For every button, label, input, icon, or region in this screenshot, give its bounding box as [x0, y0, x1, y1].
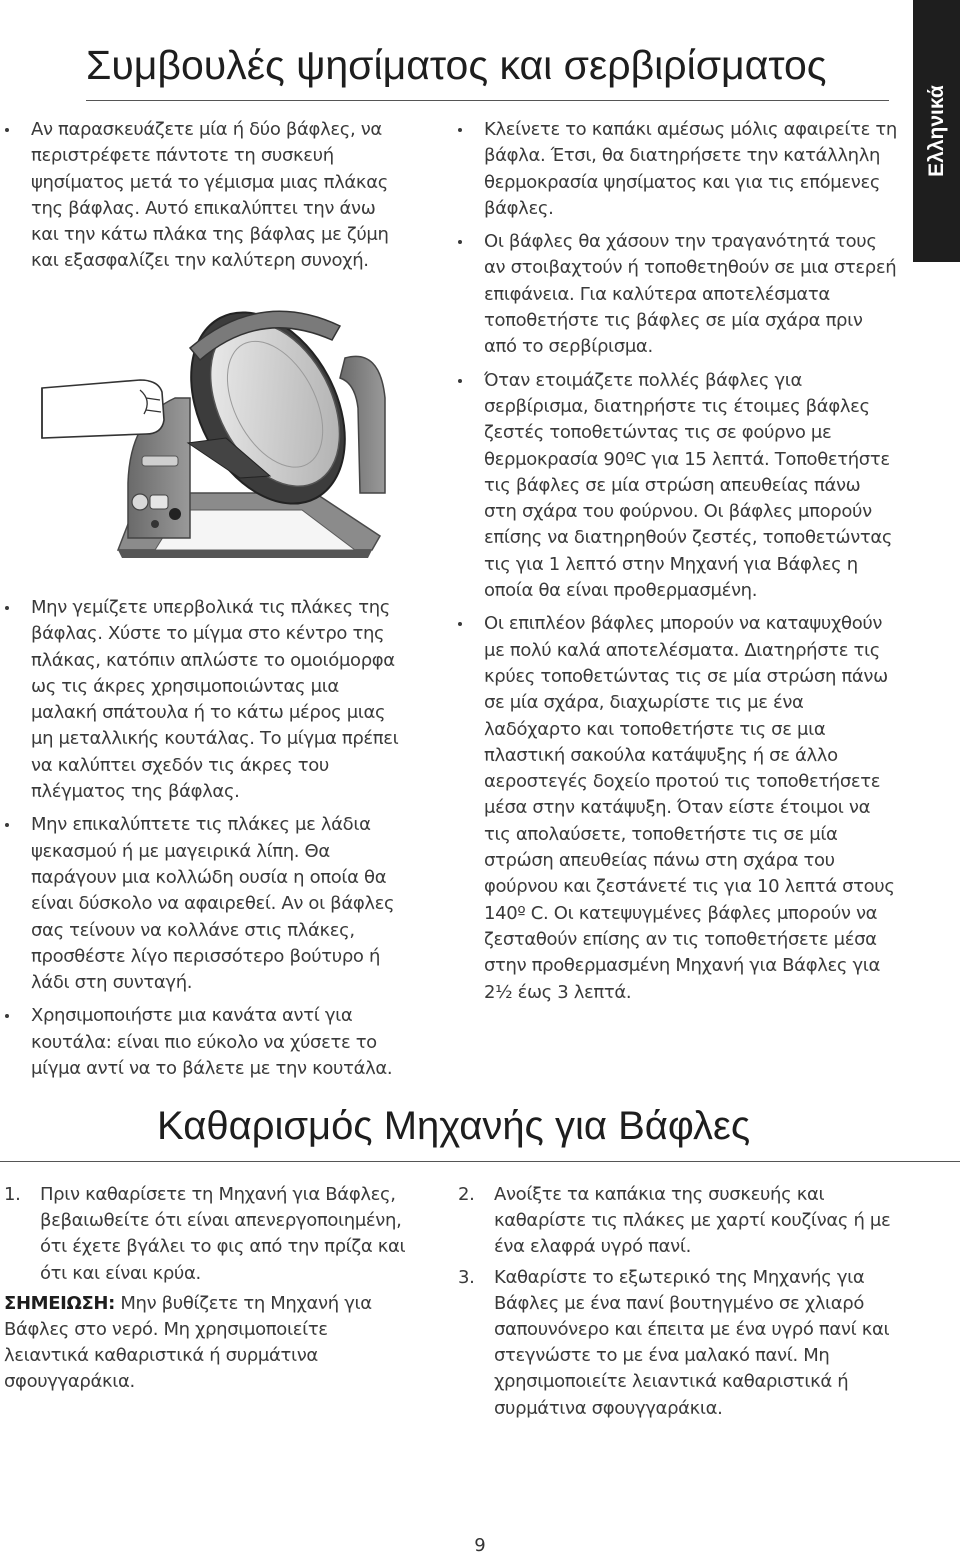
step-number: 3. [458, 1266, 475, 1288]
title-divider [86, 100, 889, 101]
section-title-tips: Συμβουλές ψησίματος και σερβιρίσματος [86, 42, 827, 88]
step-text: Καθαρίστε το εξωτερικό της Μηχανής για Βάφλες με ένα πανί βουτηγμένο σε χλιαρό σαπουνόνερο και έπειτα με ένα υγρό πανί και στεγνώστε το με ένα μαλακό πανί. Μη χρησιμοποιείτε λειαντικά καθαριστικά ή συρμάτινα σφουγγαράκια. [494, 1266, 890, 1419]
tip-item: Όταν ετοιμάζετε πολλές βάφλες για σερβίρισμα, διατηρήστε τις έτοιμες βάφλες ζεστές τοποθετώντας τις σε φούρνο με θερμοκρασία 90ºC για 15 λεπτά. Τοποθετήστε τις βάφλες σε μία στρώση απευθείας πάνω στη σχάρα του φούρνου. Οι βάφλες μπορούν επίσης να διατηρηθούν ζεστές, τοποθετώντας τις για 1 λεπτό στην Μηχανή για Βάφλες η οποία θα είναι προθερμασμένη. [458, 368, 898, 605]
section-title-cleaning: Καθαρισμός Μηχανής για Βάφλες [157, 1104, 751, 1148]
step-text: Πριν καθαρίσετε τη Μηχανή για Βάφλες, βεβαιωθείτε ότι είναι απενεργοποιημένη, ότι έχετε βγάλει το φις από την πρίζα και ότι και είναι κρύα. [40, 1184, 406, 1284]
cleaning-steps-right [458, 1182, 898, 1426]
tips-list-right [458, 117, 898, 1013]
cleaning-note [4, 1291, 416, 1396]
waffle-maker-illustration [40, 288, 400, 578]
page-number: 9 [474, 1535, 486, 1556]
step-number: 1. [4, 1184, 21, 1205]
language-tab-label: Ελληνικά [924, 85, 948, 177]
tip-item: Κλείνετε το καπάκι αμέσως μόλις αφαιρείτε τη βάφλα. Έτσι, θα διατηρήσετε την κατάλληλη θερμοκρασία ψησίματος και για τις επόμενες βάφλες. [458, 117, 898, 222]
tip-item: Αν παρασκευάζετε μία ή δύο βάφλες, να περιστρέφετε πάντοτε τη συσκευή ψησίματος μετά το γέμισμα μιας πλάκας της βάφλας. Αυτό επικαλύπτει την άνω και την κάτω πλάκα της βάφλας με ζύμη και εξασφαλίζει την καλύτερη συνοχή. [5, 117, 405, 275]
cleaning-divider [0, 1161, 960, 1162]
tip-item: Χρησιμοποιήστε μια κανάτα αντί για κουτάλα: είναι πιο εύκολο να χύσετε το μίγμα αντί να το βάλετε με την κουτάλα. [5, 1003, 410, 1082]
tip-item: Οι βάφλες θα χάσουν την τραγανότητά τους αν στοιβαχτούν ή τοποθετηθούν σε μια στερεή επιφάνεια. Για καλύτερα αποτελέσματα τοποθετήστε τις βάφλες σε μία σχάρα πριν από το σερβίρισμα. [458, 229, 898, 360]
language-tab [913, 0, 960, 262]
tips-list-left-top [5, 117, 405, 282]
note-label: ΣΗΜΕΙΩΣΗ: [4, 1292, 115, 1314]
step-text: Ανοίξτε τα καπάκια της συσκευής και καθαρίστε τις πλάκες με χαρτί κουζίνας ή με ένα ελαφρά υγρό πανί. [494, 1184, 891, 1258]
cleaning-step [4, 1182, 416, 1287]
cleaning-step [458, 1182, 898, 1261]
cleaning-step [458, 1265, 898, 1422]
tips-list-left-bottom [5, 595, 410, 1089]
step-number: 2. [458, 1184, 475, 1205]
tip-item: Οι επιπλέον βάφλες μπορούν να καταψυχθούν με πολύ καλά αποτελέσματα. Διατηρήστε τις κρύες τοποθετώντας τις σε μία στρώση πάνω σε μία σχάρα, διαχωρίστε τις με ένα λαδόχαρτο και τοποθετήστε τις σε μια πλαστική σακούλα κατάψυξης ή σε άλλο αεροστεγές δοχείο προτού τις τοποθετήσετε μέσα στην κατάψυξη. Όταν είστε έτοιμοι να τις απολαύσετε, τοποθετήστε τις σε μία στρώση απευθείας πάνω στη σχάρα του φούρνου και ζεστάνετέ τις για 10 λεπτά στους 140º C. Οι κατεψυγμένες βάφλες μπορούν να ζεσταθούν επίσης αν τις τοποθετήσετε μέσα στην προθερμασμένη Μηχανή για Βάφλες για 2½ έως 3 λεπτά. [458, 611, 898, 1005]
cleaning-steps-left [4, 1182, 416, 1400]
tip-item: Μην γεμίζετε υπερβολικά τις πλάκες της βάφλας. Χύστε το μίγμα στο κέντρο της πλάκας, κατόπιν απλώστε το ομοιόμορφα ως τις άκρες χρησιμοποιώντας μια μαλακή σπάτουλα ή το κάτω μέρος μιας μη μεταλλικής κουτάλας. Το μίγμα πρέπει να καλύπτει σχεδόν τις άκρες του πλέγματος της βάφλας. [5, 595, 410, 805]
note-text: Μην βυθίζετε τη Μηχανή για Βάφλες στο νερό. Μη χρησιμοποιείτε λειαντικά καθαριστικά ή συρμάτινα σφουγγαράκια. [4, 1292, 372, 1393]
tip-item: Μην επικαλύπτετε τις πλάκες με λάδια ψεκασμού ή με μαγειρικά λίπη. Θα παράγουν μια κολλώδη ουσία η οποία θα είναι δύσκολο να αφαιρεθεί. Αν οι βάφλες σας τείνουν να κολλάνε στις πλάκες, προσθέστε λίγο περισσότερο βούτυρο ή λάδι στη συνταγή. [5, 812, 410, 996]
